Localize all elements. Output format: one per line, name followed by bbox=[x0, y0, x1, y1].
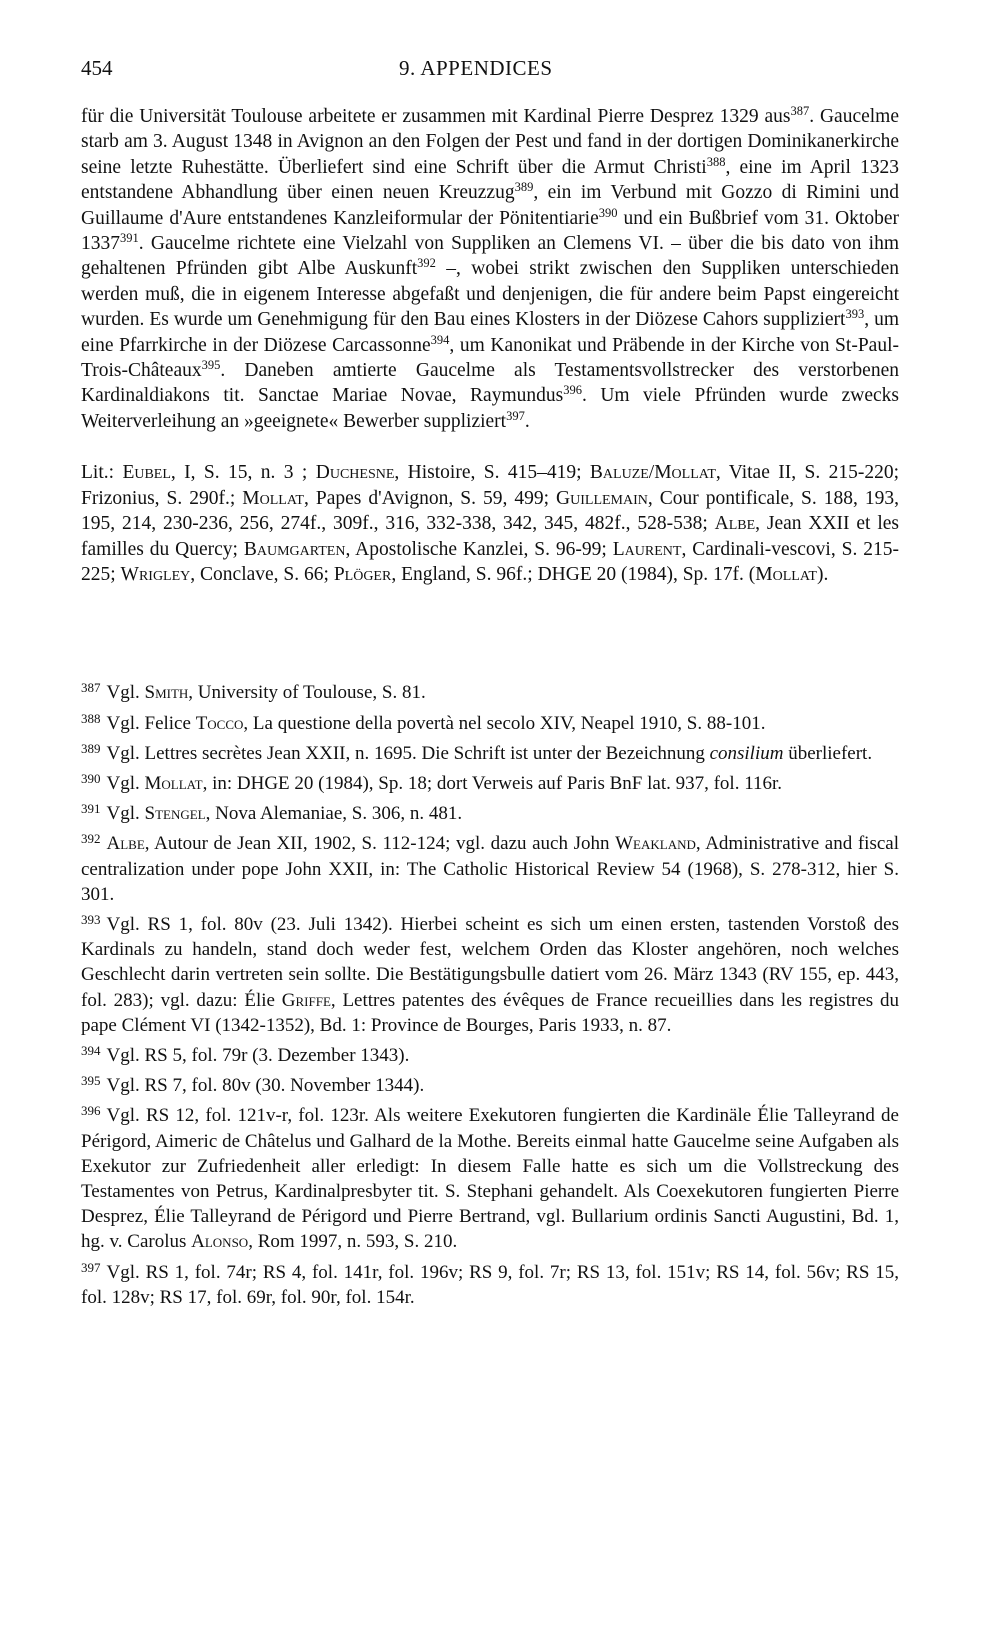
author-name: Stengel bbox=[144, 803, 206, 825]
author-name: Griffe bbox=[281, 989, 331, 1011]
footnote-ref-387[interactable]: 387 bbox=[790, 104, 810, 118]
text-run: , in: DHGE 20 (1984), Sp. 18; dort Verweis auf Paris BnF lat. 937, fol. 116r. bbox=[202, 772, 783, 794]
text-run: , Cardinali-vescovi, S. 215-225; bbox=[81, 538, 899, 585]
footnote-number: 388 bbox=[81, 710, 101, 726]
text-run: Vgl. RS 1, fol. 74r; RS 4, fol. 141r, fol. 196v; RS 9, fol. 7r; RS 13, fol. 151v; RS 14, fol. 56v; RS 15, fol. 128v; RS 17, fol. 69r, fol. 90r, fol. 154r. bbox=[81, 1261, 899, 1308]
author-name: Laurent bbox=[612, 538, 682, 560]
footnote-393 bbox=[81, 907, 899, 1038]
text-run: , eine im April 1323 entstandene Abhandlung über einen neuen Kreuzzug bbox=[81, 156, 899, 204]
footnote-ref-390[interactable]: 390 bbox=[598, 205, 618, 220]
footnote-number: 395 bbox=[81, 1073, 101, 1089]
footnote-number: 392 bbox=[81, 831, 101, 847]
footnote-number: 391 bbox=[81, 801, 101, 817]
text-run: , um Kanonikat und Präbende in der Kirche von St-Paul-Trois-Châteaux bbox=[81, 334, 899, 382]
author-name: Tocco bbox=[195, 712, 244, 734]
running-head: 9. APPENDICES bbox=[399, 56, 553, 80]
footnote-389 bbox=[81, 736, 899, 766]
main-paragraph bbox=[81, 104, 899, 434]
text-run: , ein im Verbund mit Gozzo di Rimini und Guillaume d'Aure entstandenes Kanzleiformular der Pönitentiarie bbox=[81, 182, 899, 229]
text-run: , Apostolische Kanzlei, S. 96-99; bbox=[345, 538, 613, 560]
author-name: Baluze/Mollat bbox=[589, 462, 716, 484]
footnote-number: 390 bbox=[81, 770, 101, 786]
text-run: Vgl. bbox=[106, 682, 145, 704]
text-run: , University of Toulouse, S. 81. bbox=[188, 682, 426, 704]
text-run: . Gaucelme richtete eine Vielzahl von Suppliken an Clemens VI. – über die bis dato von ihm gehaltenen Pfründen gibt Albe Auskunft bbox=[81, 233, 899, 280]
text-run: Vgl. Felice bbox=[106, 712, 196, 734]
text-run: , um eine Pfarrkirche in der Diözese Carcassonne bbox=[81, 309, 899, 356]
page-number: 454 bbox=[81, 56, 113, 80]
text-run: überliefert. bbox=[783, 742, 873, 764]
text-run: und ein Bußbrief vom 31. Oktober 1337 bbox=[81, 207, 899, 255]
text-run: , Rom 1997, n. 593, S. 210. bbox=[248, 1231, 458, 1253]
footnote-ref-389[interactable]: 389 bbox=[514, 180, 534, 195]
text-run: , Vitae II, S. 215-220; Frizonius, S. 290f.; bbox=[81, 462, 900, 509]
footnote-number: 389 bbox=[81, 740, 101, 756]
author-name: Alonso bbox=[191, 1231, 249, 1253]
author-name: Guillemain bbox=[556, 487, 648, 509]
footnote-ref-396[interactable]: 396 bbox=[563, 383, 582, 398]
footnote-396 bbox=[81, 1098, 899, 1254]
text-run: –, wobei strikt zwischen den Suppliken unterschieden werden muß, die in eigenem Interesse abgefaßt und denjenigen, die für andere beim Papst eingereicht wurden. Es wurde um Genehmigung für den Bau eines Klosters in der Diözese Cahors suppliziert bbox=[81, 258, 899, 331]
author-name: Eubel bbox=[122, 462, 171, 484]
text-run: , England, S. 96f.; DHGE 20 (1984), Sp. 17f. ( bbox=[391, 563, 756, 585]
italic-term: consilium bbox=[709, 742, 784, 764]
footnote-ref-397[interactable]: 397 bbox=[506, 408, 525, 423]
text-run: für die Universität Toulouse arbeitete er zusammen mit Kardinal Pierre Desprez 1329 aus bbox=[81, 106, 791, 127]
author-name: Wrigley bbox=[120, 563, 191, 585]
text-run: , I, S. 15, n. 3 ; bbox=[170, 462, 316, 484]
literature-list bbox=[81, 460, 899, 587]
footnote-390 bbox=[81, 766, 899, 796]
author-name: Albe bbox=[106, 833, 145, 855]
text-run: , Conclave, S. 66; bbox=[190, 563, 334, 585]
text-run: Vgl. RS 7, fol. 80v (30. November 1344). bbox=[106, 1075, 425, 1097]
footnotes bbox=[81, 675, 899, 1310]
text-run: Vgl. RS 1, fol. 80v (23. Juli 1342). Hierbei scheint es sich um einen ersten, tastenden Vorstoß des Kardinals zu handeln, stand doch weder fest, welchem Orden das Kloster angehören, noch welches Geschlecht darin vertreten sein sollte. Die Bestätigungsbulle datiert vom 26. März 1343 (RV 155, ep. 443, fol. 283); vgl. dazu: Élie bbox=[81, 913, 899, 1011]
literature-label: Lit.: bbox=[81, 462, 123, 484]
footnote-395 bbox=[81, 1068, 899, 1098]
footnote-387 bbox=[81, 675, 899, 705]
text-run: Vgl. bbox=[106, 803, 145, 825]
footnote-ref-393[interactable]: 393 bbox=[845, 307, 865, 322]
text-run: ). bbox=[816, 563, 829, 585]
text-run: Vgl. bbox=[106, 772, 145, 794]
footnote-number: 396 bbox=[81, 1103, 101, 1119]
footnote-ref-395[interactable]: 395 bbox=[201, 358, 221, 373]
footnote-392 bbox=[81, 826, 899, 907]
footnote-ref-394[interactable]: 394 bbox=[430, 332, 450, 347]
text-run: . Daneben amtierte Gaucelme als Testamentsvollstrecker des verstorbenen Kardinaldiakons tit. Sanctae Mariae Novae, Raymundus bbox=[81, 360, 899, 407]
footnote-number: 394 bbox=[81, 1042, 101, 1058]
author-name: Mollat bbox=[144, 772, 203, 794]
text-run: . Gaucelme starb am 3. August 1348 in Avignon an den Folgen der Pest und fand in der dortigen Dominikanerkirche seine letzte Ruhestätte. Überliefert sind eine Schrift über die Armut Christi bbox=[81, 106, 899, 178]
author-name: Baumgarten bbox=[243, 538, 346, 560]
text-run: . Um viele Pfründen wurde zwecks Weiterverleihung an »geeignete« Bewerber suppliziert bbox=[81, 385, 900, 432]
footnote-ref-391[interactable]: 391 bbox=[120, 231, 139, 246]
footnote-397 bbox=[81, 1255, 899, 1310]
footnote-ref-388[interactable]: 388 bbox=[706, 154, 726, 169]
text-run: Vgl. Lettres secrètes Jean XXII, n. 1695. Die Schrift ist unter der Bezeichnung bbox=[106, 742, 710, 764]
text-run: . bbox=[524, 410, 530, 432]
text-run: , Cour pontificale, S. 188, 193, 195, 214, 230-236, 256, 274f., 309f., 316, 332-338, 342, 345, 482f., 528-538; bbox=[81, 487, 899, 535]
text-run: , Autour de Jean XII, 1902, S. 112-124; vgl. dazu auch John bbox=[144, 833, 616, 855]
paragraph bbox=[81, 104, 899, 434]
page-header bbox=[81, 50, 899, 90]
footnote-number: 397 bbox=[81, 1259, 101, 1275]
author-name: Albe bbox=[714, 513, 756, 535]
author-name: Plöger bbox=[333, 563, 392, 585]
text-run: , Papes d'Avignon, S. 59, 499; bbox=[303, 487, 557, 509]
text-run: , La questione della povertà nel secolo XIV, Neapel 1910, S. 88-101. bbox=[243, 712, 766, 734]
footnote-388 bbox=[81, 706, 899, 736]
text-run: , Jean XXII et les familles du Quercy; bbox=[81, 513, 899, 560]
text-run: , Administrative and fiscal centralization under pope John XXII, in: The Catholic Historical Review 54 (1968), S. 278-312, hier S. 301. bbox=[81, 833, 899, 905]
text-run: , Histoire, S. 415–419; bbox=[394, 462, 590, 484]
footnote-number: 387 bbox=[81, 680, 101, 696]
footnote-391 bbox=[81, 796, 899, 826]
footnote-number: 393 bbox=[81, 911, 101, 927]
text-run: Vgl. RS 5, fol. 79r (3. Dezember 1343). bbox=[106, 1044, 410, 1066]
author-name: Smith bbox=[144, 682, 189, 704]
author-name: Mollat bbox=[242, 487, 304, 509]
footnote-ref-392[interactable]: 392 bbox=[417, 256, 436, 271]
text-run: , Nova Alemaniae, S. 306, n. 481. bbox=[205, 803, 463, 825]
author-name: Mollat bbox=[755, 563, 817, 585]
author-name: Duchesne bbox=[315, 462, 395, 484]
text-run: Vgl. RS 12, fol. 121v-r, fol. 123r. Als weitere Exekutoren fungierten die Kardinäle Élie Talleyrand de Périgord, Aimeric de Châtelus und Galhard de la Mothe. Bereits einmal hatte Gaucelme seine Aufgaben als Exekutor zur Zufriedenheit aller erledigt: In diesem Falle hatte es sich um die Vollstreckung des Testamentes von Petrus, Kardinalpresbyter tit. S. Stephani gehandelt. Als Coexekutoren fungierten Pierre Desprez, Élie Talleyrand de Périgord und Pierre Bertrand, vgl. Bullarium ordinis Sancti Augustini, Bd. 1, hg. v. Carolus bbox=[81, 1105, 899, 1253]
author-name: Weakland bbox=[615, 833, 696, 855]
book-page bbox=[81, 50, 899, 1310]
footnote-394 bbox=[81, 1038, 899, 1068]
text-run: , Lettres patentes des évêques de France recueillies dans les registres du pape Clément VI (1342-1352), Bd. 1: Province de Bourges, Paris 1933, n. 87. bbox=[81, 989, 899, 1036]
